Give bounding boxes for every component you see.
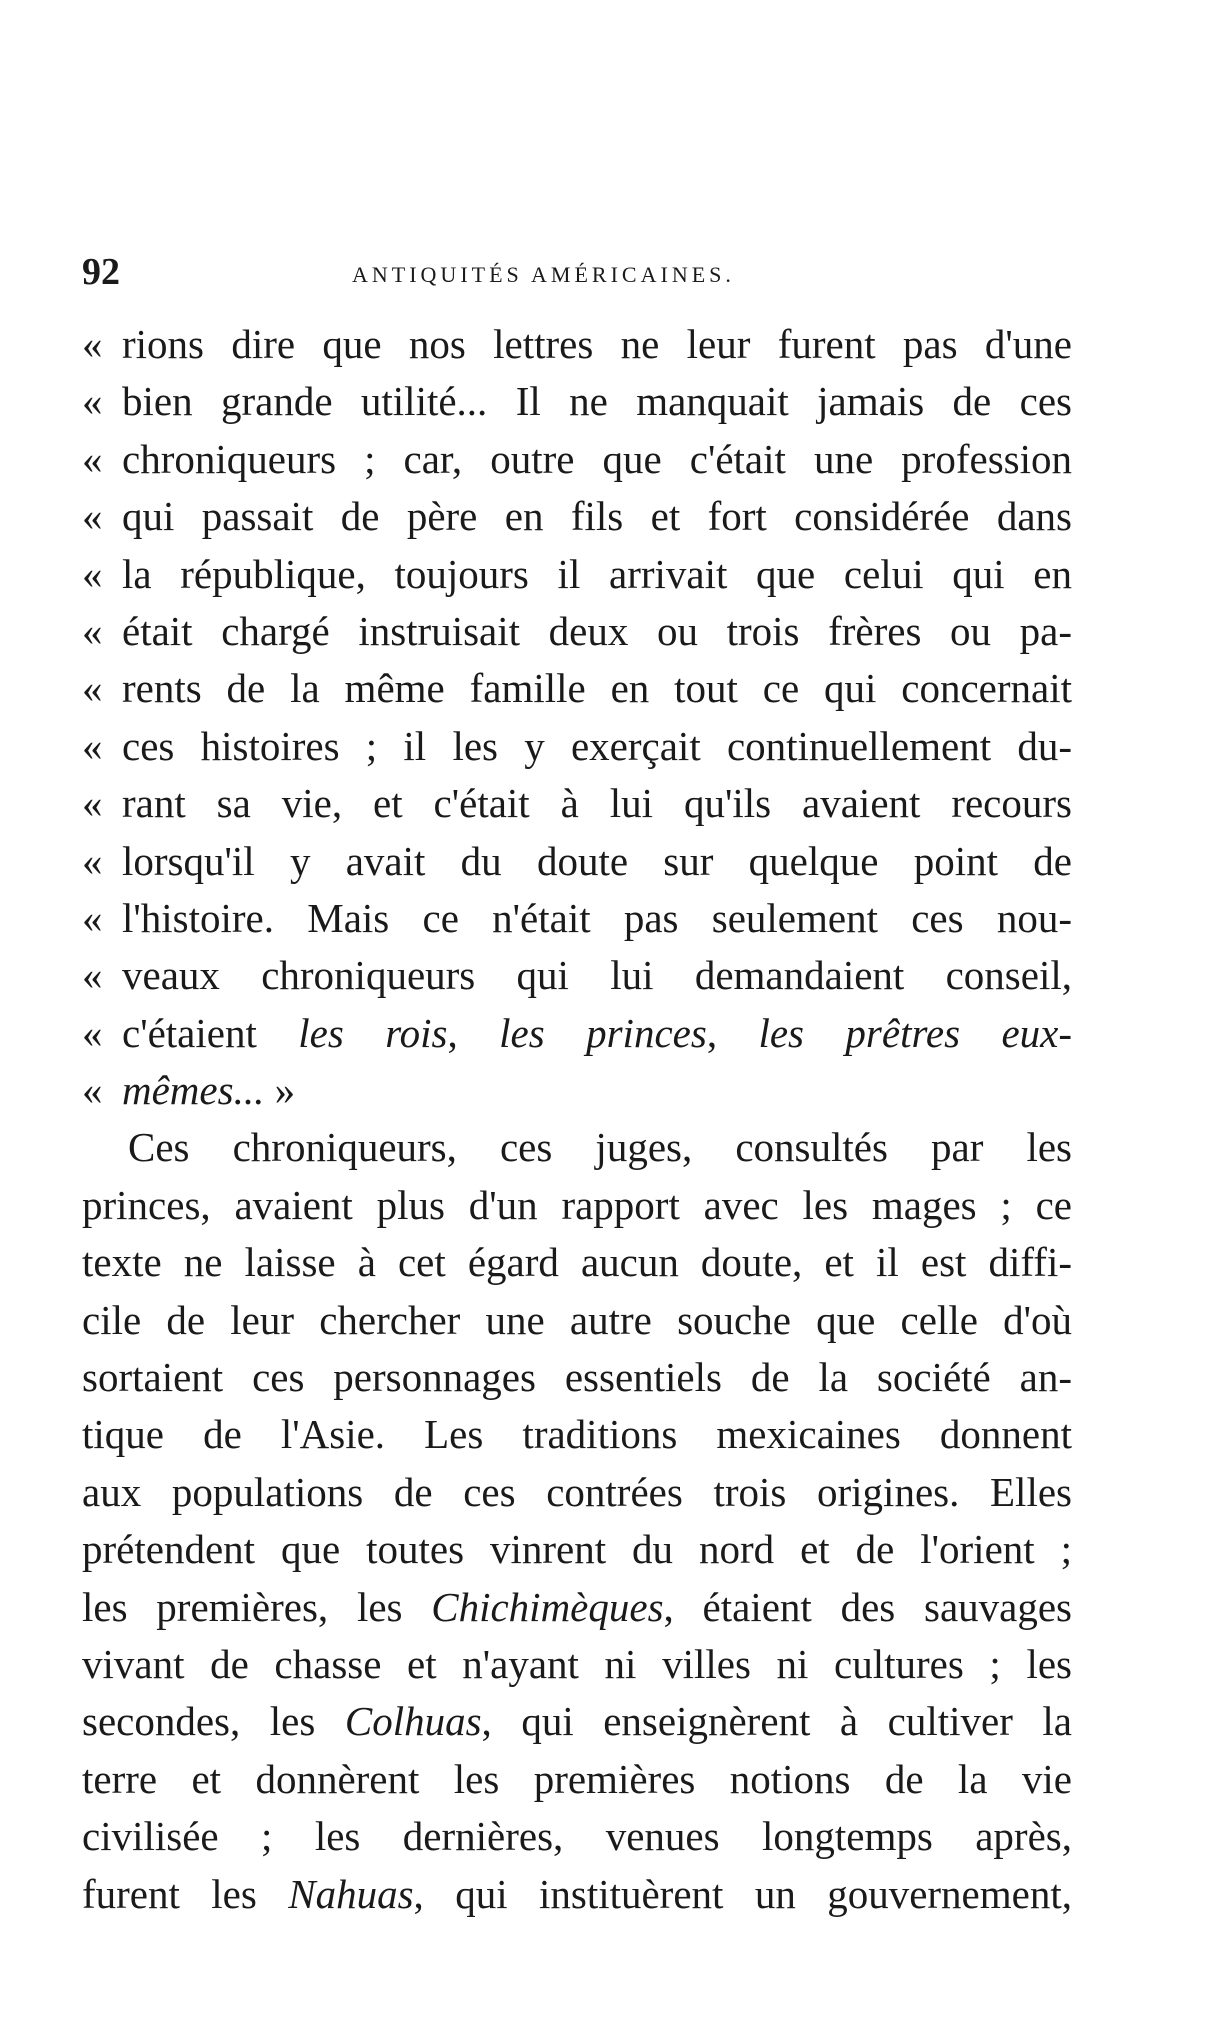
body-text [82, 316, 1072, 1923]
text-line: Ces chroniqueurs, ces juges, consultés par les [128, 1124, 1072, 1171]
italic-text: les prêtres eux- [758, 1009, 1073, 1056]
text-line: princes, avaient plus d'un rapport avec les mages ; ce [82, 1181, 1072, 1228]
text-line: texte ne laisse à cet égard aucun doute, et il est diffi- [82, 1239, 1072, 1286]
italic-text: Nahuas [288, 1870, 414, 1917]
quote-mark: « [82, 780, 103, 827]
quote-mark: « [82, 435, 103, 482]
quote-mark: « [82, 894, 103, 941]
text-line: « était chargé instruisait deux ou trois frères ou pa- [82, 603, 1072, 660]
text-line: furent les Nahuas, qui instituèrent un gouvernement, [82, 1870, 1072, 1917]
running-title: ANTIQUITÉS AMÉRICAINES. [352, 262, 735, 287]
text-line: les premières, les Chichimèques, étaient des sauvages [82, 1583, 1072, 1630]
text-line: terre et donnèrent les premières notions de la vie [82, 1755, 1072, 1802]
text-line: vivant de chasse et n'ayant ni villes ni cultures ; les [82, 1640, 1072, 1687]
text-line: « rant sa vie, et c'était à lui qu'ils avaient recours [82, 775, 1072, 832]
quote-mark: « [82, 550, 103, 597]
quote-mark: « [82, 722, 103, 769]
italic-text: mêmes... [122, 1067, 265, 1114]
text-line: « rions dire que nos lettres ne leur furent pas d'une [82, 316, 1072, 373]
text-line: « veaux chroniqueurs qui lui demandaient conseil, [82, 947, 1072, 1004]
italic-text: les princes [499, 1009, 707, 1056]
text-line: « rents de la même famille en tout ce qui concernait [82, 660, 1072, 717]
quote-mark: « [82, 837, 103, 884]
italic-text: Chichimèques [431, 1583, 664, 1630]
page-header [82, 250, 1082, 296]
text-line: secondes, les Colhuas, qui enseignèrent à cultiver la [82, 1698, 1072, 1745]
quote-mark: « [82, 665, 103, 712]
quote-mark: « [82, 1067, 103, 1114]
italic-text: Colhuas [344, 1698, 482, 1745]
text-line: « la république, toujours il arrivait que celui qui en [82, 546, 1072, 603]
quote-mark: « [82, 378, 103, 425]
text-line: sortaient ces personnages essentiels de la société an- [82, 1354, 1072, 1401]
text-line: tique de l'Asie. Les traditions mexicaines donnent [82, 1411, 1072, 1458]
text-line: « qui passait de père en fils et fort considérée dans [82, 488, 1072, 545]
quote-mark: « [82, 607, 103, 654]
text-line: « chroniqueurs ; car, outre que c'était une profession [82, 431, 1072, 488]
text-line: « c'étaient les rois, les princes, les prêtres eux- [82, 1005, 1072, 1062]
text-line: civilisée ; les dernières, venues longtemps après, [82, 1813, 1072, 1860]
quote-mark: « [82, 1009, 103, 1056]
quote-mark: « [82, 321, 103, 367]
text-line: « ces histoires ; il les y exerçait continuellement du- [82, 718, 1072, 775]
quote-mark: « [82, 493, 103, 540]
text-line: prétendent que toutes vinrent du nord et de l'orient ; [82, 1526, 1072, 1573]
text-line: « mêmes... » [82, 1062, 1072, 1119]
text-line: « bien grande utilité... Il ne manquait jamais de ces [82, 373, 1072, 430]
italic-text: les rois [298, 1009, 448, 1056]
quote-mark: « [82, 952, 103, 999]
text-line: aux populations de ces contrées trois origines. Elles [82, 1468, 1072, 1515]
text-line: cile de leur chercher une autre souche que celle d'où [82, 1296, 1072, 1343]
text-line: « l'histoire. Mais ce n'était pas seulement ces nou- [82, 890, 1072, 947]
page-number: 92 [82, 251, 120, 293]
text-line: « lorsqu'il y avait du doute sur quelque point de [82, 833, 1072, 890]
